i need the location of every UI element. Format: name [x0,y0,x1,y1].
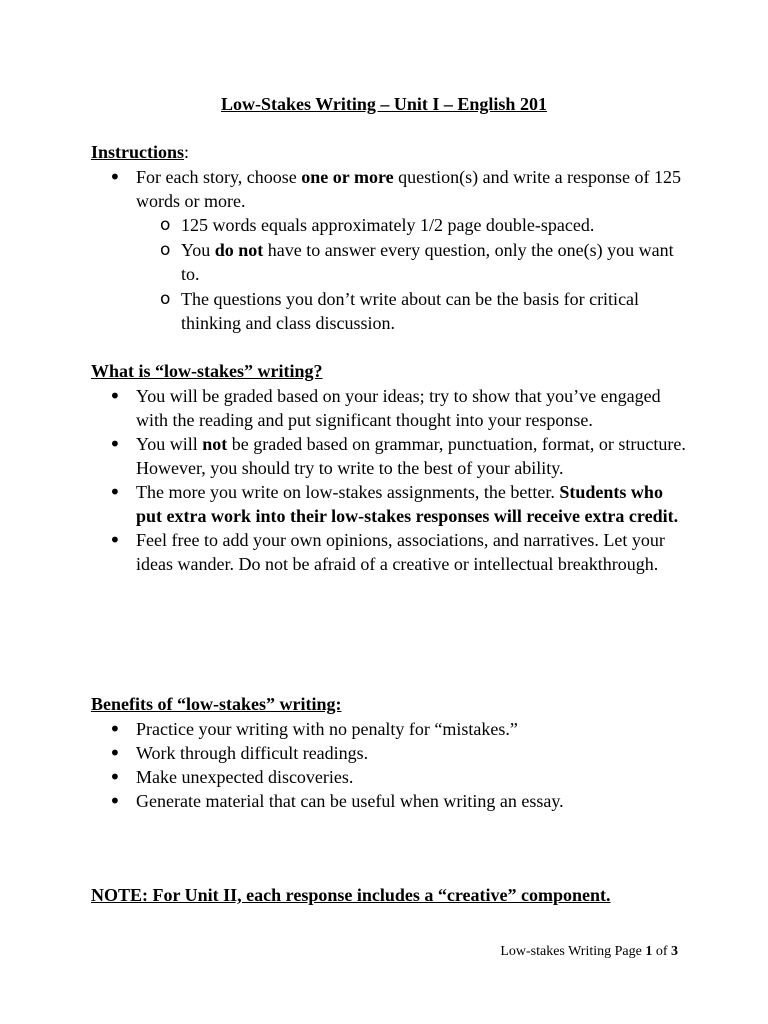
footer-of: of [652,944,671,959]
list-item-text: Practice your writing with no penalty for “mistakes.” [136,719,518,739]
list-item [91,432,691,480]
sublist-item-text: 125 words equals approximately 1/2 page double-spaced. [181,215,595,235]
page-title: Low-Stakes Writing – Unit I – English 201 [221,94,547,114]
list-item [91,717,691,741]
list-item [91,741,691,765]
list-item-text: For each story, choose [136,167,302,187]
list-item-text: question(s) and write a response of 125 words or more. [136,167,682,211]
list-item-text: Generate material that can be useful when writing an essay. [136,791,564,811]
sublist-item-text: The questions you don’t write about can be the basis for critical thinking and class discussion. [181,288,640,333]
what-is-heading-text: What is “low-stakes” writing? [91,361,323,381]
sublist-item-text: You [181,239,215,260]
instructions-list [91,165,691,336]
list-item-text: Make unexpected discoveries. [136,767,354,787]
sublist-item [136,213,691,238]
what-is-list [91,384,691,576]
page-footer [500,944,678,960]
list-item-bold-text: Students who put extra work into their low-stakes responses will receive extra credit. [136,482,679,526]
what-is-heading [91,361,323,382]
unit-ii-note: NOTE: For Unit II, each response includes a “creative” component. [91,885,611,905]
sublist-item [136,238,691,287]
benefits-heading [91,694,341,715]
instructions-sublist [136,213,691,336]
list-item-text: The more you write on low-stakes assignments, the better. [136,482,560,502]
footer-total-pages: 3 [671,944,678,959]
list-item-text: Work through difficult readings. [136,743,369,763]
benefits-heading-text: Benefits of “low-stakes” writing: [91,694,342,714]
list-item-bold-text: not [202,434,228,454]
sublist-item-text: have to answer every question, only the one(s) you want to. [181,239,674,284]
list-item-text: You will [136,434,203,454]
instructions-heading-text: Instructions [91,142,185,162]
list-item-text: Feel free to add your own opinions, associations, and narratives. Let your ideas wander. Do not be afraid of a creative or intellectual breakthrough. [136,530,665,574]
instructions-heading [91,142,189,163]
instructions-heading-colon: : [184,142,190,162]
list-item-bold-text: one or more [301,167,394,187]
list-item [91,480,691,528]
footer-label: Low-stakes Writing Page [500,944,646,959]
list-item-text: You will be graded based on your ideas; try to show that you’ve engaged with the reading and put significant thought into your response. [136,386,661,430]
list-item [91,384,691,432]
list-item [91,789,691,813]
sublist-item-bold-text: do not [214,239,264,260]
sublist-item [136,287,691,336]
list-item [91,765,691,789]
list-item [91,165,691,336]
list-item-text: be graded based on grammar, punctuation, format, or structure. However, you should try to write to the best of your ability. [136,434,686,478]
footer-current-page: 1 [645,944,653,959]
list-item [91,528,691,576]
benefits-list [91,717,691,813]
